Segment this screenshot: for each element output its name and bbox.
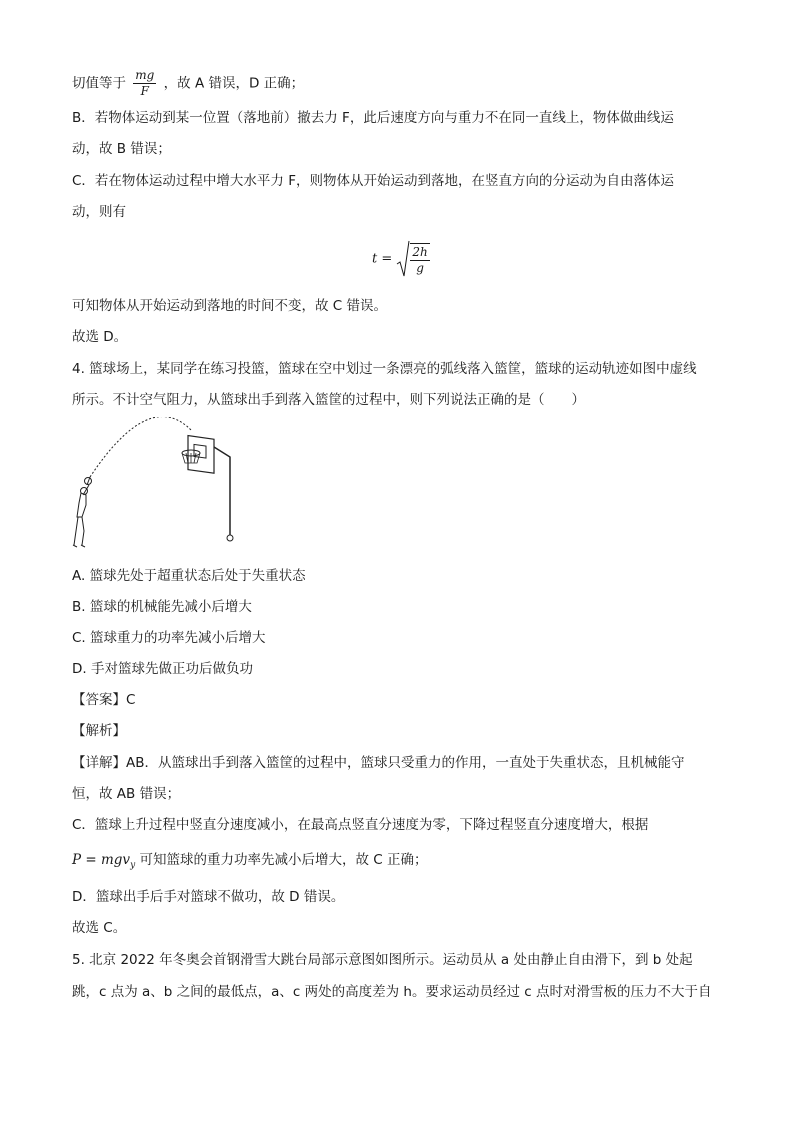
formula-t-sqrt: t = $\frac{2h}{g}$ xyxy=(372,240,433,278)
detail-line-2: 恒，故 AB 错误； xyxy=(72,786,181,802)
backboard xyxy=(188,436,214,474)
question-5-line-2: 跳，c 点为 a、b 之间的最低点，a、c 两处的高度差为 h。要求运动员经过 c 点时对滑雪板的压力不大于自 xyxy=(72,984,712,1000)
option-c: C. 篮球重力的功率先减小后增大 xyxy=(72,630,266,646)
line-1-pre: 切值等于 xyxy=(72,75,126,92)
option-d: D. 手对篮球先做正功后做负功 xyxy=(72,661,253,677)
hoop-pole xyxy=(214,447,230,535)
fraction-mg-over-f: $\frac{mg}{F}$ xyxy=(135,68,155,98)
line-7: 故选 D。 xyxy=(72,329,128,345)
line-3: 动，故 B 错误； xyxy=(72,141,171,157)
option-b: B. 篮球的机械能先减小后增大 xyxy=(72,599,252,615)
pole-base xyxy=(227,535,233,541)
line-4: C．若在物体运动过程中增大水平力 F，则物体从开始运动到落地，在竖直方向的分运动为自由落体运 xyxy=(72,173,674,189)
line-1 xyxy=(72,68,304,99)
answer-label: 【答案】C xyxy=(72,692,136,708)
question-4-line-2: 所示。不计空气阻力，从篮球出手到落入篮筐的过程中，则下列说法正确的是（ ） xyxy=(72,392,585,408)
detail-line-3: C．篮球上升过程中竖直分速度减小，在最高点竖直分速度为零，下降过程竖直分速度增大，根据 xyxy=(72,817,649,833)
sqrt-symbol: $\frac{2h}{g}$ xyxy=(396,240,432,278)
player xyxy=(73,477,92,547)
line-5: 动，则有 xyxy=(72,204,126,220)
line-6: 可知物体从开始运动到落地的时间不变，故 C 错误。 xyxy=(72,298,388,314)
radical-icon xyxy=(396,240,410,278)
detail-line-5: D．篮球出手后手对篮球不做功，故 D 错误。 xyxy=(72,889,345,905)
line-1-post: ，故 A 错误，D 正确； xyxy=(163,75,305,92)
detail-line-6: 故选 C。 xyxy=(72,920,127,936)
line-2: B．若物体运动到某一位置（落地前）撤去力 F，此后速度方向与重力不在同一直线上，物体做曲线运 xyxy=(72,110,674,126)
power-formula: P = mgv xyxy=(72,852,131,868)
question-4-line-1: 4. 篮球场上，某同学在练习投篮，篮球在空中划过一条漂亮的弧线落入篮筐，篮球的运动轨迹如图中虚线 xyxy=(72,361,697,377)
basketball-figure xyxy=(70,417,250,557)
trajectory-dashed xyxy=(90,417,192,477)
detail-line-1: 【详解】AB．从篮球出手到落入篮筐的过程中，篮球只受重力的作用，一直处于失重状态，且机械能守 xyxy=(72,755,685,771)
option-a: A. 篮球先处于超重状态后处于失重状态 xyxy=(72,568,306,584)
analysis-label: 【解析】 xyxy=(72,723,126,739)
detail-line-4: P = mgv$_y$ 可知篮球的重力功率先减小后增大，故 C 正确； xyxy=(72,852,428,871)
question-5-line-1: 5. 北京 2022 年冬奥会首钢滑雪大跳台局部示意图如图所示。运动员从 a 处由静止自由滑下，到 b 处起 xyxy=(72,952,693,968)
